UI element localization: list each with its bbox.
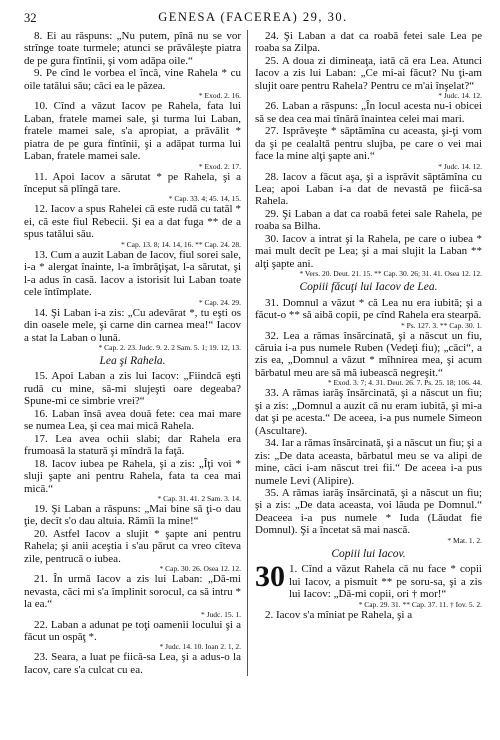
verse-text: 13. Cum a auzit Laban de Iacov, fiul sorei sale, i-a * alergat înainte, l-a îmbrăţişat, l-a sărutat, şi l-a adus în casă. Iacov a istorisit lui Laban toate cele întîmplate. <box>24 248 241 299</box>
chapter-number: 30 <box>255 560 285 594</box>
verse-text: 17. Lea avea ochii slabi; dar Rahela era frumoasă la statură şi mîndră la faţă. <box>24 432 241 458</box>
verse-block <box>255 437 482 487</box>
verse-block <box>24 203 241 248</box>
verse-block <box>255 297 482 330</box>
verse-text: 30. Iacov a intrat şi la Rahela, pe care o iubea * mai mult decît pe Lea; şi a mai slujit la Laban ** alţi şapte ani. <box>255 232 482 270</box>
verse-block <box>24 370 241 407</box>
verse-text: 21. În urmă Iacov a zis lui Laban: „Dă-mi nevasta, căci mi s'a împlinit sorocul, ca să intru * la ea.“ <box>24 573 241 611</box>
section-heading: Copiii lui Iacov. <box>331 547 406 560</box>
verse-text: 29. Şi Laban a dat ca roabă fetei sale Rahela, pe roaba sa Bilha. <box>255 207 482 233</box>
verse-block <box>255 171 482 208</box>
verse-block <box>255 560 482 609</box>
verse-text: 28. Iacov a făcut aşa, şi a isprăvit săptămîna cu Lea; apoi Laban i-a dat de nevastă pe fiică-sa Rahela. <box>255 170 482 208</box>
verse-block <box>255 233 482 278</box>
verse-text: 27. Isprăveşte * săptămîna cu aceasta, şi-ţi vom da şi pe cealaltă pentru slujba, pe care o vei mai face la mine alţi şapte ani.“ <box>255 125 482 163</box>
verse-text: 25. A doua zi dimineaţa, iată că era Lea. Atunci Iacov a zis lui Laban: „Ce mi-ai făcut? Nu ţi-am slujit oare pentru Rahela? Pentru ce m'ai înşelat?“ <box>255 54 482 92</box>
verse-text: 26. Laban a răspuns: „În locul acesta nu-i obicei să se dea cea mai tînără înaintea celei mai mari. <box>255 100 482 125</box>
verse-text: 34. Iar a rămas însărcinată, şi a născut un fiu; şi a zis: „De data aceasta, bărbatul meu se va alipi de mine, căci i-am născut trei fii.“ De aceea i-a pus numele Levi (Alipire). <box>255 437 482 487</box>
right-column <box>248 30 482 676</box>
cross-reference: * Cap. 29. 31. ** Cap. 37. 11. † Iov. 5. 2. <box>358 599 482 609</box>
cross-reference: * Cap. 31. 41. 2 Sam. 3. 14. <box>157 493 241 503</box>
cross-reference: * Cap. 33. 4; 45. 14, 15. <box>168 194 241 204</box>
page-header <box>24 10 482 28</box>
verse-block <box>255 125 482 170</box>
cross-reference: * Exod. 2. 16. <box>198 91 241 101</box>
verse-text: 14. Şi Laban i-a zis: „Cu adevărat *, tu eşti os din oasele mele, şi carne din carnea mea!“ Iacov a stat la Laban o lună. <box>24 306 241 344</box>
cross-reference: * Exod. 3. 7; 4. 31. Deut. 26. 7. Ps. 25. 18; 106. 44. <box>327 378 482 388</box>
verse-block <box>255 55 482 100</box>
cross-reference: * Cap. 13. 8; 14. 14, 16. ** Cap. 24. 28. <box>121 239 241 249</box>
verse-text: 8. Ei au răspuns: „Nu putem, pînă nu se vor strînge toate turmele; atunci se prăvăleşte piatra de pe gura fîntînii, şi vom adăpa oile.“ <box>24 30 241 67</box>
verse-text: 33. A rămas iarăş însărcinată, şi a născut un fiu; şi a zis: „Domnul a auzit că nu eram iubită, şi mi-a dat şi pe acesta.“ De aceea, i-a pus numele Simeon (Ascultare). <box>255 387 482 437</box>
verse-block <box>255 387 482 437</box>
verse-text: 20. Astfel Iacov a slujit * şapte ani pentru Rahela; şi anii aceştia i s'au părut ca vreo cîteva zile, pentrucă o iubea. <box>24 527 241 565</box>
verse-text: 18. Iacov iubea pe Rahela, şi a zis: „Îţi voi * sluji şapte ani pentru Rahela, fata ta cea mai mică.“ <box>24 457 241 495</box>
page-number: 32 <box>24 11 37 25</box>
verse-text: 1. Cînd a văzut Rahela că nu face * copii lui Iacov, a pismuit ** pe soru-sa, şi a zis lui Iacov: „Dă-mi copii, ori † mor!“ <box>289 563 482 601</box>
verse-text: 10. Cînd a văzut Iacov pe Rahela, fata lui Laban, fratele mamei sale, şi turma lui Laban, fratele mamei sale, s'a apropiat, a prăvălit * piatra de pe gura fîntînii, şi a adăpat turma lui Laban, fratele mamei sale. <box>24 100 241 163</box>
section-heading: Copiii făcuţi lui Iacov de Lea. <box>299 281 438 294</box>
verse-text: 31. Domnul a văzut * că Lea nu era iubită; şi a făcut-o ** să aibă copii, pe cînd Rahela era stearpă. <box>255 296 482 322</box>
cross-reference: * Vers. 20. Deut. 21. 15. ** Cap. 30. 26; 31. 41. Osea 12. 12. <box>299 269 482 279</box>
verse-block <box>24 67 241 100</box>
verse-block <box>24 573 241 618</box>
verse-block <box>255 487 482 545</box>
verse-text: 16. Laban însă avea două fete: cea mai mare se numea Lea, şi cea mai mică Rahela. <box>24 407 241 433</box>
verse-block <box>24 30 241 67</box>
verse-block <box>24 619 241 652</box>
cross-reference: * Judc. 14. 12. <box>438 161 482 171</box>
verse-block <box>24 651 241 676</box>
verse-block <box>24 433 241 458</box>
verse-block <box>255 100 482 125</box>
cross-reference: * Cap. 30. 26. Osea 12. 12. <box>159 564 241 574</box>
verse-text: 19. Şi Laban a răspuns: „Mai bine să ţi-o dau ţie, decît s'o dau altuia. Rămîi la mine!“ <box>24 502 241 528</box>
cross-reference: * Cap. 24. 29. <box>198 297 241 307</box>
verse-text: 23. Seara, a luat pe fiică-sa Lea, şi a adus-o la Iacov, care s'a culcat cu ea. <box>24 651 241 676</box>
text-columns <box>24 30 482 676</box>
cross-reference: * Judc. 14. 12. <box>438 91 482 101</box>
left-column <box>24 30 248 676</box>
cross-reference: * Mat. 1. 2. <box>447 535 482 545</box>
verse-block <box>24 307 241 352</box>
verse-block <box>24 503 241 528</box>
verse-text: 22. Laban a adunat pe toţi oamenii locului şi a făcut un ospăţ *. <box>24 618 241 644</box>
cross-reference: * Cap. 2. 23. Judc. 9. 2. 2 Sam. 5. 1; 19. 12, 13. <box>98 342 241 352</box>
verse-text: 12. Iacov a spus Rahelei că este rudă cu tatăl * ei, că este fiul Rebecii. Şi ea a dat fuga ** de a spus tatălui său. <box>24 203 241 241</box>
cross-reference: * Ps. 127. 3. ** Cap. 30. 1. <box>400 320 482 330</box>
verse-text: 11. Apoi Iacov a sărutat * pe Rahela, şi a început să plîngă tare. <box>24 170 241 195</box>
verse-block <box>255 208 482 233</box>
verse-block <box>24 100 241 170</box>
verse-text: 24. Şi Laban a dat ca roabă fetei sale Lea pe roaba sa Zilpa. <box>255 30 482 55</box>
verse-block <box>24 408 241 433</box>
verse-text: 35. A rămas iarăş însărcinată, şi a născut un fiu; şi a zis: „De data aceasta, voi lăuda pe Domnul.“ Deaceea i-a pus numele * Iuda (Lăudat fie Domnul). Şi a încetat să mai nască. <box>255 486 482 537</box>
cross-reference: * Exod. 2. 17. <box>198 161 241 171</box>
verse-block <box>24 171 241 204</box>
verse-text: 2. Iacov s'a mîniat pe Rahela, şi a <box>265 608 413 621</box>
verse-block <box>24 249 241 307</box>
verse-block <box>255 609 482 621</box>
verse-block <box>24 458 241 503</box>
verse-text: 15. Apoi Laban a zis lui Iacov: „Fiindcă eşti rudă cu mine, să-mi slujeşti oare degeaba? Spune-mi ce simbrie vrei?“ <box>24 370 241 408</box>
section-heading: Lea şi Rahela. <box>99 354 166 367</box>
cross-reference: * Judc. 14. 10. Ioan 2. 1, 2. <box>159 642 241 652</box>
verse-text: 9. Pe cînd le vorbea el încă, vine Rahela * cu oile tatălui său; căci ea le păzea. <box>24 67 241 92</box>
verse-block <box>255 30 482 55</box>
verse-text: 32. Lea a rămas însărcinată, şi a născut un fiu, căruia i-a pus numele Ruben (Vedeţi fiu); „căci“, a zis ea, „Domnul a văzut * mîhnirea mea, şi acum bărbatul meu are să mă iubească negreşit.“ <box>255 329 482 379</box>
verse-block <box>255 330 482 388</box>
running-title: GENESA (FACEREA) 29, 30. <box>158 10 348 24</box>
cross-reference: * Judc. 15. 1. <box>201 609 241 619</box>
verse-block <box>24 528 241 573</box>
